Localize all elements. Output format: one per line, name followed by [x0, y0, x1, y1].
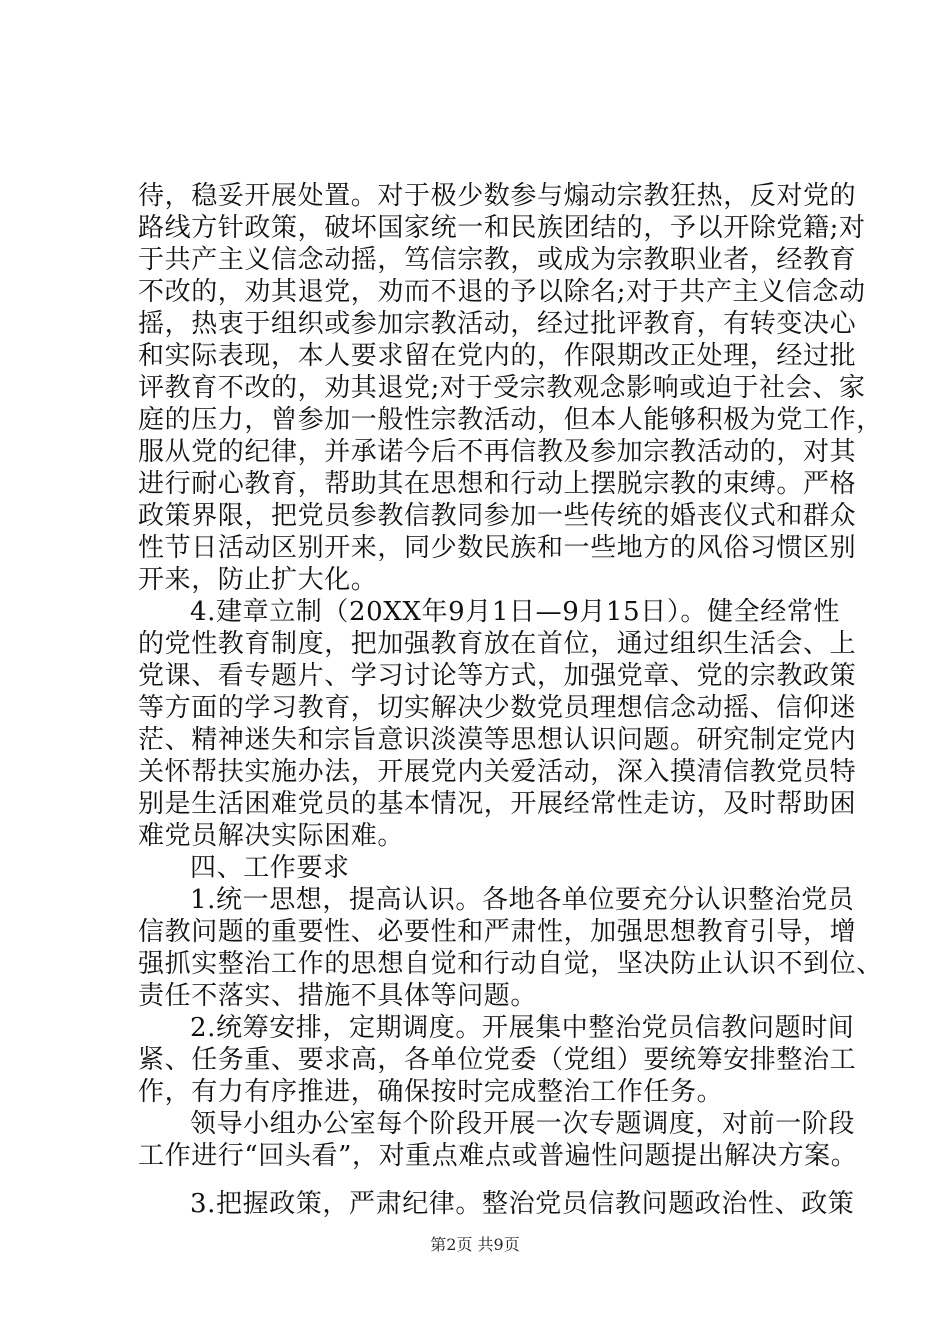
body-text-line: 等方面的学习教育，切实解决少数党员理想信念动摇、信仰迷: [138, 693, 857, 723]
section-item-heading-line: 1.统一思想，提高认识。各地各单位要充分认识整治党员: [190, 885, 855, 915]
body-text-line: 不改的，劝其退党，劝而不退的予以除名;对于共产主义信念动: [138, 277, 866, 307]
body-text-line: 庭的压力，曾参加一般性宗教活动，但本人能够积极为党工作，: [138, 405, 883, 435]
body-text-line: 信教问题的重要性、必要性和严肃性，加强思想教育引导，增: [138, 917, 857, 947]
section-heading: 四、工作要求: [190, 853, 350, 883]
section-item-heading-line: 4.建章立制（20XX年9月1日—9月15日）。健全经常性: [190, 597, 841, 627]
body-text-line: 于共产主义信念动摇，笃信宗教，或成为宗教职业者，经教育: [138, 245, 857, 275]
body-text-line: 的党性教育制度，把加强教育放在首位，通过组织生活会、上: [138, 629, 857, 659]
body-text-line: 评教育不改的，劝其退党;对于受宗教观念影响或迫于社会、家: [138, 373, 866, 403]
body-text-line: 党课、看专题片、学习讨论等方式，加强党章、党的宗教政策: [138, 661, 857, 691]
page-footer: 第2页 共9页: [430, 1235, 520, 1254]
body-text-line: 进行耐心教育，帮助其在思想和行动上摆脱宗教的束缚。严格: [138, 469, 857, 499]
body-text-line: 责任不落实、措施不具体等问题。: [138, 981, 538, 1011]
body-text-line: 关怀帮扶实施办法，开展党内关爱活动，深入摸清信教党员特: [138, 757, 857, 787]
body-text-line: 紧、任务重、要求高，各单位党委（党组）要统筹安排整治工: [138, 1045, 857, 1075]
body-text-line: 和实际表现，本人要求留在党内的，作限期改正处理，经过批: [138, 341, 857, 371]
body-text-line: 难党员解决实际困难。: [138, 821, 405, 851]
body-text-line: 领导小组办公室每个阶段开展一次专题调度，对前一阶段: [190, 1109, 856, 1139]
body-text-line: 作，有力有序推进，确保按时完成整治工作任务。: [138, 1077, 724, 1107]
section-item-heading-line: 2.统筹安排，定期调度。开展集中整治党员信教问题时间: [190, 1013, 855, 1043]
body-text-line: 性节日活动区别开来，同少数民族和一些地方的风俗习惯区别: [138, 533, 857, 563]
body-text-line: 服从党的纪律，并承诺今后不再信教及参加宗教活动的，对其: [138, 437, 857, 467]
body-text-line: 茫、精神迷失和宗旨意识淡漠等思想认识问题。研究制定党内: [138, 725, 857, 755]
section-item-heading-line: 3.把握政策，严肃纪律。整治党员信教问题政治性、政策: [190, 1189, 855, 1219]
body-text-line: 路线方针政策，破坏国家统一和民族团结的，予以开除党籍;对: [138, 213, 866, 243]
body-text-line: 别是生活困难党员的基本情况，开展经常性走访，及时帮助困: [138, 789, 857, 819]
body-text-line: 工作进行“回头看”，对重点难点或普遍性问题提出解决方案。: [138, 1141, 858, 1171]
body-text-line: 待，稳妥开展处置。对于极少数参与煽动宗教狂热，反对党的: [138, 181, 857, 211]
body-text-line: 摇，热衷于组织或参加宗教活动，经过批评教育，有转变决心: [138, 309, 857, 339]
body-text-line: 政策界限，把党员参教信教同参加一些传统的婚丧仪式和群众: [138, 501, 857, 531]
body-text-line: 开来，防止扩大化。: [138, 565, 378, 595]
body-text-line: 强抓实整治工作的思想自觉和行动自觉，坚决防止认识不到位、: [138, 949, 883, 979]
